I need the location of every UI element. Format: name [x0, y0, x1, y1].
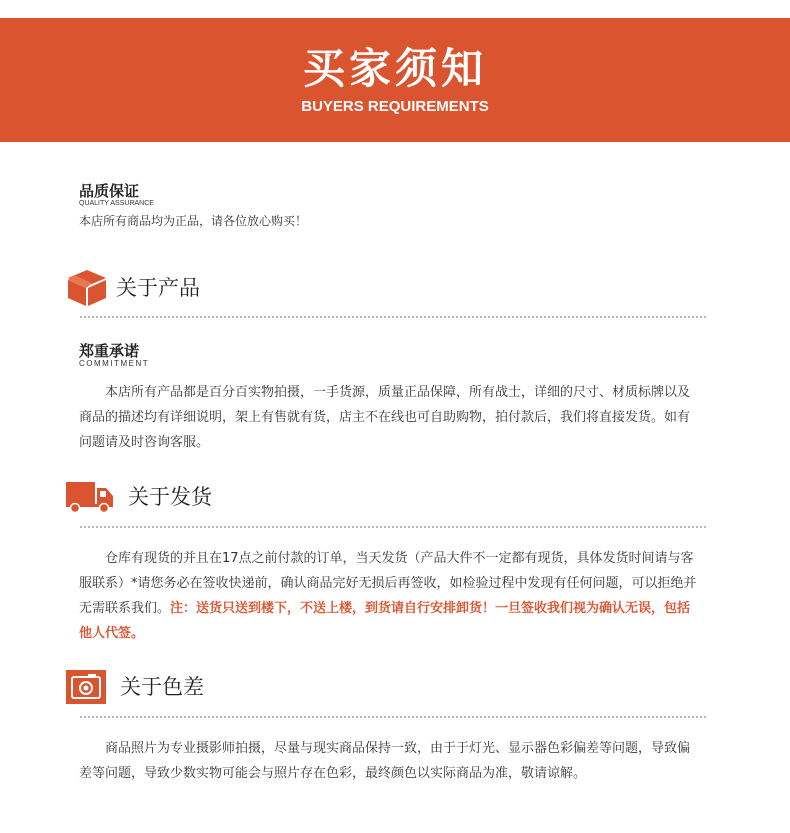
page-title: 买家须知	[302, 44, 487, 93]
shipping-body	[79, 546, 699, 646]
quality-body: 本店所有商品均为正品，请各位放心购买！	[79, 214, 308, 228]
commitment-subtitle: COMMITMENT	[79, 359, 150, 368]
quality-subtitle: QUALITY ASSURANCE	[79, 200, 154, 207]
shipping-notice: 注：送货只送到楼下，不送上楼，到货请自行安排卸货！一旦签收我们视为确认无误，包括他人代签。	[79, 601, 691, 641]
product-body: 本店所有产品都是百分百实物拍摄，一手货源，质量正品保障，所有战士，详细的尺寸、材质标牌以及商品的描述均有详细说明，架上有售就有货，店主不在线也可自助购物，拍付款后，我们将直接发货。如有问题请及时咨询客服。	[79, 385, 691, 450]
truck-icon	[66, 480, 114, 514]
divider	[80, 716, 706, 718]
header-banner	[0, 18, 790, 142]
box-icon	[66, 268, 108, 308]
section-title-product: 关于产品	[116, 276, 200, 300]
divider	[80, 526, 706, 528]
section-title-shipping: 关于发货	[128, 485, 212, 509]
section-header-shipping	[66, 480, 212, 514]
section-title-color: 关于色差	[120, 675, 204, 699]
commitment-title: 郑重承诺	[79, 342, 140, 360]
section-header-color	[66, 670, 204, 704]
page-subtitle: BUYERS REQUIREMENTS	[301, 98, 489, 115]
shipping-body-text: 仓库有现货的并且在17点之前付款的订单，当天发货（产品大件不一定都有现货，具体发货时间请与客服联系）*请您务必在签收快递前，确认商品完好无损后再签收，如检验过程中发现有任何问题，可以拒绝并无需联系我们。	[79, 551, 697, 616]
section-header-product	[66, 268, 200, 308]
color-body: 商品照片为专业摄影师拍摄，尽量与现实商品保持一致，由于于灯光、显示器色彩偏差等问题，导致偏差等问题，导致少数实物可能会与照片存在色彩，最终颜色以实际商品为准，敬请谅解。	[79, 741, 691, 781]
quality-title: 品质保证	[79, 182, 140, 200]
divider	[80, 316, 706, 318]
camera-icon	[66, 670, 106, 704]
